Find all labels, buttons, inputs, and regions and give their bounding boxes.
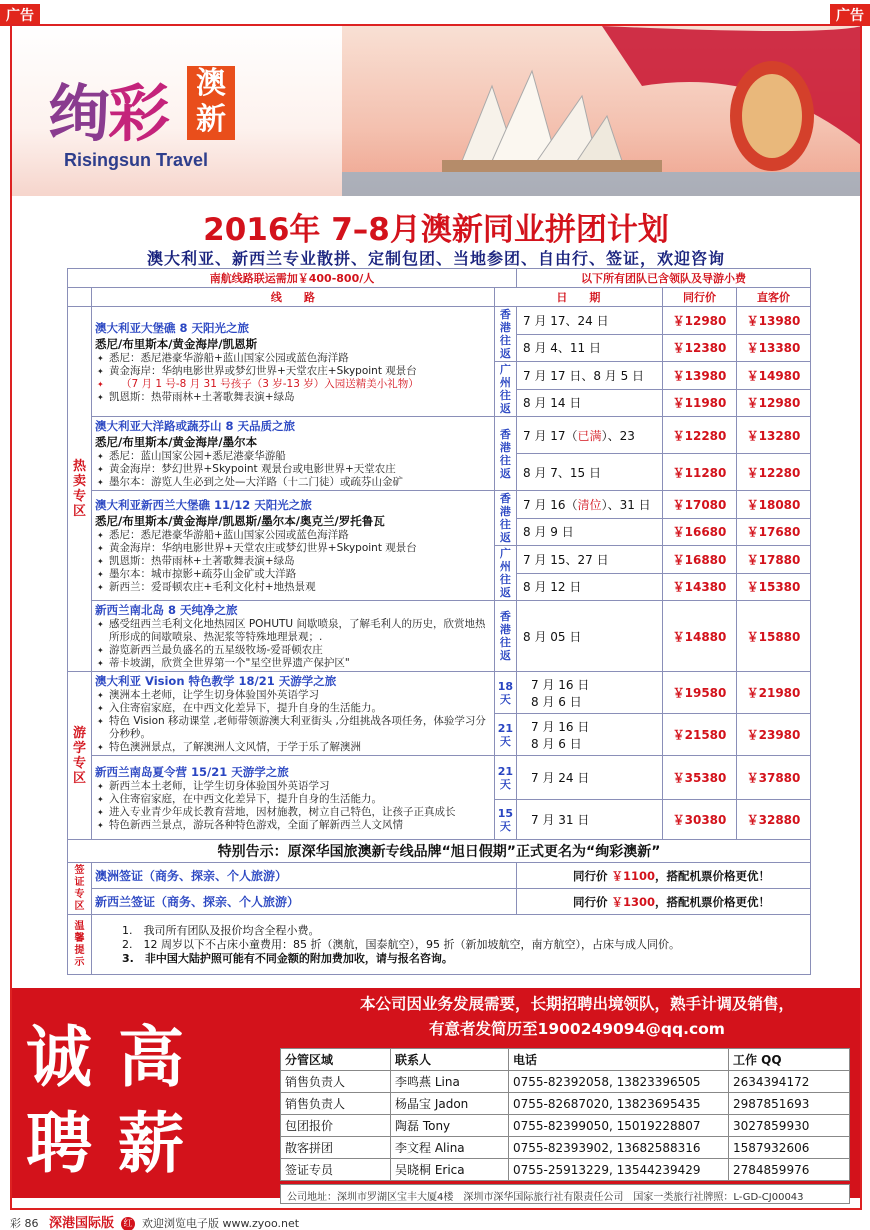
col-peer-price: 同行价 bbox=[663, 288, 737, 307]
tour-table bbox=[67, 268, 811, 975]
date bbox=[517, 417, 663, 454]
date bbox=[517, 672, 663, 714]
duration-label: 18天 bbox=[494, 672, 516, 714]
peer-price: ￥14880 bbox=[663, 601, 737, 672]
direct-price: ￥17680 bbox=[737, 518, 811, 546]
route-title: 澳大利亚大堡礁 8 天阳光之旅 bbox=[95, 320, 250, 335]
direct-price: ￥37880 bbox=[737, 756, 811, 800]
date-line: 7 月 16 日 bbox=[531, 719, 590, 734]
list-item: ✦ 新西兰：爱哥顿农庄+毛利文化村+地热景观 bbox=[95, 581, 491, 594]
list-item: ✦ 游览新西兰最负盛名的五星级牧场-爱哥顿农庄 bbox=[95, 644, 491, 657]
direct-price: ￥13280 bbox=[737, 417, 811, 454]
note-right: 以下所有团队已含领队及导游小费 bbox=[517, 269, 811, 288]
logo-english: Risingsun Travel bbox=[64, 150, 209, 170]
table-row bbox=[281, 1071, 850, 1093]
port-label: 香港往返 bbox=[494, 307, 516, 362]
date-line: 8 月 6 日 bbox=[531, 736, 582, 751]
edition-badge: 红 bbox=[121, 1217, 135, 1230]
logo-box: 澳新 bbox=[187, 66, 235, 140]
ad-tag-right: 广告 bbox=[830, 4, 870, 26]
list-item: ✦ 墨尔本：城市掠影+疏芬山金矿或大洋路 bbox=[95, 568, 491, 581]
route-title: 新西兰南北岛 8 天纯净之旅 bbox=[95, 603, 238, 617]
port-label: 广州往返 bbox=[494, 546, 516, 601]
side-tips: 温馨提示 bbox=[68, 915, 92, 975]
list-item: ✦ 澳洲本土老师，让学生切身体验国外英语学习 bbox=[95, 689, 491, 702]
list-item: ✦ 悉尼：悉尼港豪华游船+蓝山国家公园或蓝色海洋路 bbox=[95, 529, 491, 542]
peer-price: ￥12380 bbox=[663, 334, 737, 362]
visa-price-label: 同行价 bbox=[572, 894, 612, 909]
recruit-slogan-line: 聘薪 bbox=[26, 1104, 210, 1182]
contact-header: 分管区域 bbox=[281, 1049, 391, 1071]
peer-price: ￥30380 bbox=[663, 800, 737, 840]
contact-qq: 2784859976 bbox=[729, 1159, 850, 1181]
contact-qq: 1587932606 bbox=[729, 1137, 850, 1159]
duration-label: 21天 bbox=[494, 756, 516, 800]
date: 7 月 17 日、8 月 5 日 bbox=[517, 362, 663, 390]
list-item: ✦ 黄金海岸：华纳电影世界或梦幻世界+天堂农庄+Skypoint 观景台 bbox=[95, 365, 491, 378]
table-row bbox=[68, 889, 811, 915]
contact-header: 工作 QQ bbox=[729, 1049, 850, 1071]
contact-person: 李鸣燕 Lina bbox=[391, 1071, 509, 1093]
list-item: ✦ 新西兰本土老师，让学生切身体验国外英语学习 bbox=[95, 780, 491, 793]
contact-phone: 0755-82392058, 13823396505 bbox=[509, 1071, 729, 1093]
special-notice: 特别告示：原深华国旅澳新专线品牌“旭日假期”正式更名为“绚彩澳新” bbox=[68, 840, 811, 863]
contact-header: 联系人 bbox=[391, 1049, 509, 1071]
peer-price: ￥16680 bbox=[663, 518, 737, 546]
table-row bbox=[68, 307, 811, 335]
page-footer bbox=[10, 1212, 299, 1230]
recruit-slogan bbox=[26, 1014, 266, 1186]
visa-price-value: ￥1300 bbox=[611, 894, 655, 909]
port-label: 广州往返 bbox=[494, 362, 516, 417]
visa-price bbox=[517, 863, 811, 889]
side-study: 游学专区 bbox=[68, 672, 92, 840]
visa-name: 澳洲签证（商务、探亲、个人旅游） bbox=[92, 863, 517, 889]
table-row bbox=[68, 491, 811, 519]
direct-price: ￥32880 bbox=[737, 800, 811, 840]
peer-price: ￥13980 bbox=[663, 362, 737, 390]
page-number: 彩 86 bbox=[10, 1217, 39, 1230]
main-title: 2016年 7–8月澳新同业拼团计划 bbox=[203, 212, 669, 248]
direct-price: ￥12980 bbox=[737, 389, 811, 417]
date bbox=[517, 491, 663, 519]
contact-phone: 0755-82393902, 13682588316 bbox=[509, 1137, 729, 1159]
edition-label: 深港国际版 bbox=[49, 1216, 115, 1230]
side-hot: 热卖专区 bbox=[68, 307, 92, 672]
route-sub: 悉尼/布里斯本/黄金海岸/凯恩斯 bbox=[95, 336, 258, 351]
date: 8 月 05 日 bbox=[517, 601, 663, 672]
note-left: 南航线路联运需加￥400-800/人 bbox=[68, 269, 517, 288]
date: 8 月 4、11 日 bbox=[517, 334, 663, 362]
direct-price: ￥13980 bbox=[737, 307, 811, 335]
direct-price: ￥17880 bbox=[737, 546, 811, 574]
date-part: 7 月 17（ bbox=[523, 428, 578, 443]
table-row bbox=[68, 672, 811, 714]
list-item: ✦ 黄金海岸：华纳电影世界+天堂农庄或梦幻世界+Skypoint 观景台 bbox=[95, 542, 491, 555]
col-direct-price: 直客价 bbox=[737, 288, 811, 307]
recruit-section bbox=[12, 988, 860, 1203]
list-item: ✦ 特色新西兰景点，游玩各种特色游戏，全面了解新西兰人文风情 bbox=[95, 819, 491, 832]
list-item: ✦ 感受纽西兰毛利文化地热园区 POHUTU 间歇喷泉，了解毛利人的历史，欣赏地热所形成的间歇喷泉、热泥浆等特殊地理景观；. bbox=[95, 618, 491, 644]
date: 7 月 31 日 bbox=[517, 800, 663, 840]
contact-area: 包团报价 bbox=[281, 1115, 391, 1137]
tips-cell bbox=[92, 915, 811, 975]
recruit-text bbox=[302, 992, 852, 1042]
visa-price-note: ，搭配机票价格更优！ bbox=[655, 868, 770, 883]
contact-area: 销售负责人 bbox=[281, 1093, 391, 1115]
direct-price: ￥18080 bbox=[737, 491, 811, 519]
list-item: ✦ 入住寄宿家庭，在中西文化差异下，提升自身的生活能力。 bbox=[95, 702, 491, 715]
contact-phone: 0755-82687020, 13823695435 bbox=[509, 1093, 729, 1115]
ad-tag-left: 广告 bbox=[0, 4, 40, 26]
contact-phone: 0755-25913229, 13544239429 bbox=[509, 1159, 729, 1181]
list-item: ✦ （7 月 1 号-8 月 31 号孩子（3 岁-13 岁）入园送精美小礼物） bbox=[95, 378, 491, 391]
route-cell bbox=[92, 307, 495, 417]
route-cell bbox=[92, 756, 495, 840]
direct-price: ￥13380 bbox=[737, 334, 811, 362]
route-sub: 悉尼/布里斯本/黄金海岸/墨尔本 bbox=[95, 435, 258, 449]
contact-table bbox=[280, 1048, 850, 1181]
route-cell bbox=[92, 601, 495, 672]
contact-area: 散客拼团 bbox=[281, 1137, 391, 1159]
route-title: 澳大利亚新西兰大堡礁 11/12 天阳光之旅 bbox=[95, 498, 312, 512]
contact-person: 杨晶宝 Jadon bbox=[391, 1093, 509, 1115]
date: 8 月 9 日 bbox=[517, 518, 663, 546]
visa-name: 新西兰签证（商务、探亲、个人旅游） bbox=[92, 889, 517, 915]
table-row bbox=[281, 1137, 850, 1159]
contact-qq: 3027859930 bbox=[729, 1115, 850, 1137]
visa-price-note: ，搭配机票价格更优！ bbox=[655, 894, 770, 909]
list-item: ✦ 悉尼：蓝山国家公园+悉尼港豪华游船 bbox=[95, 450, 491, 463]
table-row bbox=[68, 756, 811, 800]
page-frame bbox=[10, 24, 862, 1210]
direct-price: ￥21980 bbox=[737, 672, 811, 714]
duration-label: 21天 bbox=[494, 714, 516, 756]
route-cell bbox=[92, 491, 495, 601]
list-item: ✦ 蒂卡坡湖，欣赏全世界第一个"星空世界遗产保护区" bbox=[95, 657, 491, 670]
list-item: ✦ 特色澳洲景点，了解澳洲人文风情，于学于乐了解澳洲 bbox=[95, 741, 491, 754]
route-cell bbox=[92, 417, 495, 491]
tip-item: 1. 我司所有团队及报价均含全程小费。 bbox=[122, 923, 320, 937]
port-label: 香港往返 bbox=[494, 417, 516, 491]
route-sub: 悉尼/布里斯本/黄金海岸/凯恩斯/墨尔本/奥克兰/罗托鲁瓦 bbox=[95, 514, 385, 528]
tip-item: 3. 非中国大陆护照可能有不同金额的附加费加收，请与报名咨询。 bbox=[122, 951, 453, 965]
peer-price: ￥19580 bbox=[663, 672, 737, 714]
peer-price: ￥12280 bbox=[663, 417, 737, 454]
contact-person: 吴晓桐 Erica bbox=[391, 1159, 509, 1181]
list-item: ✦ 凯恩斯：热带雨林+土著歌舞表演+绿岛 bbox=[95, 391, 491, 404]
visa-price-value: ￥1100 bbox=[611, 868, 655, 883]
direct-price: ￥23980 bbox=[737, 714, 811, 756]
peer-price: ￥11280 bbox=[663, 454, 737, 491]
status-clearance: 清位 bbox=[577, 497, 602, 512]
peer-price: ￥21580 bbox=[663, 714, 737, 756]
contact-qq: 2634394172 bbox=[729, 1071, 850, 1093]
peer-price: ￥12980 bbox=[663, 307, 737, 335]
logo-char-1: 绚 bbox=[48, 77, 109, 150]
date: 8 月 12 日 bbox=[517, 573, 663, 601]
date-part: ）、23 bbox=[601, 428, 635, 443]
date-line: 8 月 6 日 bbox=[531, 694, 582, 709]
list-item: ✦ 特色 Vision 移动课堂 ,老师带领游澳大利亚街头 ,分组挑战各项任务，体验学习分分秒秒。 bbox=[95, 715, 491, 741]
peer-price: ￥17080 bbox=[663, 491, 737, 519]
subtitle: 澳大利亚、新西兰专业散拼、定制包团、当地参团、自由行、签证，欢迎咨询 bbox=[146, 249, 725, 268]
date-line: 7 月 16 日 bbox=[531, 677, 590, 692]
contact-area: 销售负责人 bbox=[281, 1071, 391, 1093]
table-row bbox=[68, 601, 811, 672]
table-row bbox=[68, 417, 811, 454]
list-item: ✦ 凯恩斯：热带雨林+土著歌舞表演+绿岛 bbox=[95, 555, 491, 568]
date-part: ）、31 日 bbox=[601, 497, 651, 512]
header-banner bbox=[12, 26, 860, 196]
date: 8 月 14 日 bbox=[517, 389, 663, 417]
peer-price: ￥35380 bbox=[663, 756, 737, 800]
port-label: 香港往返 bbox=[494, 491, 516, 546]
visa-price bbox=[517, 889, 811, 915]
table-row bbox=[281, 1159, 850, 1181]
route-title: 新西兰南岛夏令营 15/21 天游学之旅 bbox=[95, 764, 289, 779]
date: 8 月 7、15 日 bbox=[517, 454, 663, 491]
list-item: ✦ 进入专业青少年成长教育营地，因材施教，树立自己特色，让孩子正真成长 bbox=[95, 806, 491, 819]
duration-label: 15天 bbox=[494, 800, 516, 840]
direct-price: ￥14980 bbox=[737, 362, 811, 390]
route-cell bbox=[92, 672, 495, 756]
list-item: ✦ 悉尼：悉尼港豪华游船+蓝山国家公园或蓝色海洋路 bbox=[95, 352, 491, 365]
list-item: ✦ 入住寄宿家庭，在中西文化差异下，提升自身的生活能力。 bbox=[95, 793, 491, 806]
recruit-email: 有意者发简历至1900249094@qq.com bbox=[429, 1020, 725, 1038]
contact-person: 陶磊 Tony bbox=[391, 1115, 509, 1137]
logo-chinese bbox=[48, 64, 168, 153]
route-title: 澳大利亚大洋路或蔬芬山 8 天品质之旅 bbox=[95, 419, 296, 433]
logo-char-2: 彩 bbox=[108, 77, 169, 150]
contact-header: 电话 bbox=[509, 1049, 729, 1071]
contact-area: 签证专员 bbox=[281, 1159, 391, 1181]
table-row bbox=[281, 1093, 850, 1115]
port-label: 香港往返 bbox=[494, 601, 516, 672]
peer-price: ￥14380 bbox=[663, 573, 737, 601]
table-row bbox=[68, 863, 811, 889]
visa-price-label: 同行价 bbox=[572, 868, 612, 883]
date: 7 月 15、27 日 bbox=[517, 546, 663, 574]
side-visa: 签证专区 bbox=[68, 863, 92, 915]
date-part: 7 月 16（ bbox=[523, 497, 578, 512]
date: 7 月 17、24 日 bbox=[517, 307, 663, 335]
direct-price: ￥12280 bbox=[737, 454, 811, 491]
list-item: ✦ 黄金海岸：梦幻世界+Skypoint 观景台或电影世界+天堂农庄 bbox=[95, 463, 491, 476]
status-full: 已满 bbox=[577, 428, 602, 443]
col-route: 线 路 bbox=[92, 288, 495, 307]
date bbox=[517, 714, 663, 756]
recruit-line: 本公司因业务发展需要，长期招聘出境领队，熟手计调及销售， bbox=[359, 995, 794, 1013]
col-date: 日 期 bbox=[494, 288, 662, 307]
peer-price: ￥11980 bbox=[663, 389, 737, 417]
route-title: 澳大利亚 Vision 特色教学 18/21 天游学之旅 bbox=[95, 674, 337, 688]
contact-qq: 2987851693 bbox=[729, 1093, 850, 1115]
peer-price: ￥16880 bbox=[663, 546, 737, 574]
table-row bbox=[281, 1115, 850, 1137]
contact-person: 李文程 Alina bbox=[391, 1137, 509, 1159]
recruit-slogan-line: 诚高 bbox=[26, 1018, 210, 1096]
tip-item: 2. 12 周岁以下不占床小童费用：85 折（澳航，国泰航空），95 折（新加坡航空，南方航空），占床与成人同价。 bbox=[122, 937, 680, 951]
company-address: 公司地址：深圳市罗湖区宝丰大厦4楼 深圳市深华国际旅行社有限责任公司 国家一类旅行社牌照：L-GD-CJ00043 bbox=[280, 1184, 850, 1204]
direct-price: ￥15880 bbox=[737, 601, 811, 672]
opera-house-illustration bbox=[342, 26, 860, 196]
website-link[interactable]: 欢迎浏览电子版 www.zyoo.net bbox=[142, 1217, 300, 1230]
direct-price: ￥15380 bbox=[737, 573, 811, 601]
date: 7 月 24 日 bbox=[517, 756, 663, 800]
contact-phone: 0755-82399050, 15019228807 bbox=[509, 1115, 729, 1137]
list-item: ✦ 墨尔本：游览人生必到之处—大洋路（十二门徒）或疏芬山金矿 bbox=[95, 476, 491, 489]
